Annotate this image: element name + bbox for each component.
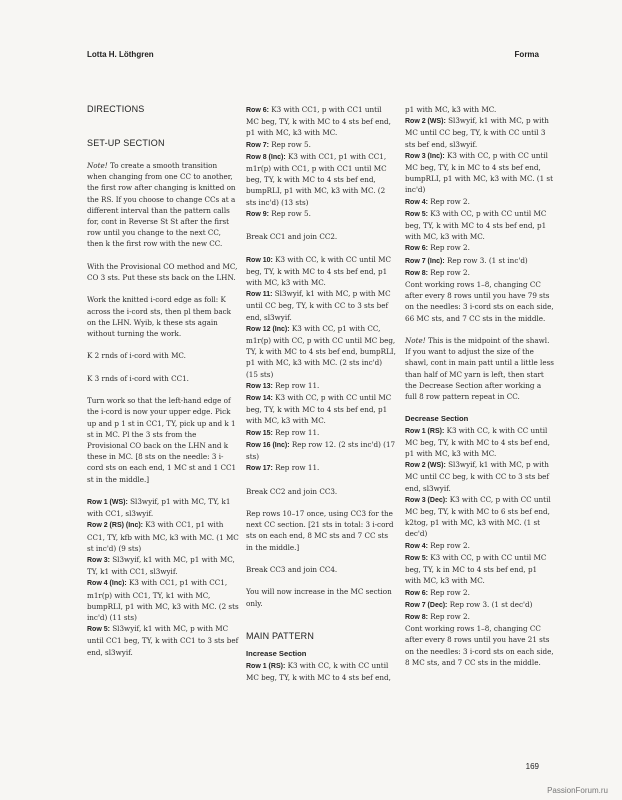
note-body: To create a smooth transition when changing from one CC to another, the first row after changing is knitted on the RS. If you choose to change CCs at a different interval than the pattern calls for, cont in Reverse St St after the first row until you change to the next CC, then k the first row with the new CC. <box>87 160 236 249</box>
paragraph: Cont working rows 1–8, changing CC after every 8 rows until you have 79 sts on the needles: 3 i-cord sts on each side, 66 MC sts, and 7 CC sts in the middle. <box>405 280 554 323</box>
row-label: Row 14: <box>246 395 273 403</box>
paragraph: You will now increase in the MC section only. <box>246 587 392 608</box>
author-name: Lotta H. Löthgren <box>87 50 154 59</box>
row-text: K3 with CC1, p1 with CC1, m1r(p) with CC1, p with CC1 until MC beg, TY, k with MC to 4 sts bef end, bumpRLI, p1 with MC, k3 with MC. (2 sts inc'd) (13 sts) <box>246 151 387 207</box>
row-label: Row 3 (Dec): <box>405 496 448 504</box>
row-label: Row 7 (Inc): <box>405 257 445 265</box>
row-label: Row 10: <box>246 256 273 264</box>
row-instruction <box>405 208 555 243</box>
row-instruction <box>87 577 239 623</box>
row-label: Row 17: <box>246 465 273 473</box>
setup-note <box>87 160 239 250</box>
paragraph: With the Provisional CO method and MC, CO 3 sts. Put these sts back on the LHN. <box>87 261 238 282</box>
row-label: Row 2 (WS): <box>405 118 446 126</box>
row-instruction <box>246 208 396 220</box>
row-label: Row 5: <box>405 210 428 218</box>
row-instruction <box>246 288 396 323</box>
row-label: Row 13: <box>246 382 273 390</box>
row-instruction <box>405 267 555 279</box>
row-label: Row 1 (RS): <box>405 427 445 435</box>
row-text: Rep row 3. (1 st inc'd) <box>446 255 528 265</box>
row-label: Row 9: <box>246 210 269 218</box>
note-label: Note! <box>405 336 426 346</box>
row-text: Rep row 12. (2 sts inc'd) (17 sts) <box>246 439 396 462</box>
row-label: Row 8 (Inc): <box>246 153 286 161</box>
increase-section-heading: Increase Section <box>246 649 307 659</box>
row-instruction <box>405 196 555 208</box>
column-3 <box>405 104 555 668</box>
column-1 <box>87 104 239 658</box>
row-continuation: p1 with MC, k3 with MC. <box>405 105 497 114</box>
row-label: Row 4 (Inc): <box>87 580 127 588</box>
row-label: Row 1 (WS): <box>87 498 128 506</box>
row-instruction <box>87 496 239 519</box>
row-label: Row 4: <box>405 198 428 206</box>
break-yarn-instruction: Break CC3 and join CC4. <box>246 565 338 575</box>
row-text: Sl3wyif, k1 with MC, p with MC until CC beg, k with CC to 3 sts bef end, sl3wyif. <box>405 460 550 493</box>
row-text: Rep row 5. <box>271 208 311 218</box>
row-text: K3 with CC, p with CC until MC beg, TY, k with MC to 4 sts bef end, p1 with MC, k3 with MC. <box>246 393 392 426</box>
row-label: Row 7 (Dec): <box>405 601 448 609</box>
paragraph: Cont working rows 1–8, changing CC after every 8 rows until you have 21 sts on the needles: 3 i-cord sts on each side, 8 MC sts, and 7 CC sts in the middle. <box>405 624 554 667</box>
page-number: 169 <box>525 762 539 771</box>
row-instruction <box>405 587 555 599</box>
book-title: Forma <box>514 50 539 59</box>
row-text: Sl3wyif, k1 with MC, p with MC until CC1 beg, TY, k with CC1 to 3 sts bef end, sl3wyif. <box>87 624 239 657</box>
note-label: Note! <box>87 160 108 170</box>
row-instruction <box>246 104 396 139</box>
row-label: Row 6: <box>405 589 428 597</box>
row-instruction <box>405 242 555 254</box>
row-instruction <box>405 611 555 623</box>
row-instruction <box>246 439 396 462</box>
row-text: Sl3wyif, k1 with MC, p with MC until CC beg, TY, k with CC to 3 sts bef end, sl3wyif. <box>246 289 391 322</box>
row-instruction <box>246 660 396 683</box>
directions-heading: DIRECTIONS <box>87 104 145 114</box>
row-text: K3 with CC1, p1 with CC1, TY, kfb with MC, k3 with MC. (1 MC st inc'd) (9 sts) <box>87 520 239 553</box>
row-instruction <box>405 115 555 150</box>
row-label: Row 16 (Inc): <box>246 441 290 449</box>
row-text: Sl3wyif, k1 with MC, p with MC until CC beg, TY, k with CC until 3 sts bef end, sl3wyif. <box>405 116 549 149</box>
setup-heading: SET-UP SECTION <box>87 137 165 148</box>
row-label: Row 5: <box>405 554 428 562</box>
row-text: K3 with CC, p with CC until MC beg, TY, k in MC to 4 sts bef end, p1 with MC, k3 with MC. <box>405 552 547 586</box>
row-text: Sl3wyif, p1 with MC, TY, k1 with CC1, sl3wyif. <box>87 496 231 519</box>
row-text: Rep row 2. <box>430 540 470 550</box>
row-instruction <box>246 392 396 427</box>
paragraph: Work the knitted i-cord edge as foll: K across the i-cord sts, then pl them back on the LHN. Wyib, k these sts again without turning the work. <box>87 295 232 338</box>
row-instruction <box>87 554 239 577</box>
row-instruction <box>405 425 555 460</box>
row-instruction <box>405 494 555 540</box>
row-text: Rep row 2. <box>430 587 470 597</box>
row-instruction <box>405 255 555 267</box>
row-label: Row 4: <box>405 542 428 550</box>
row-text: Sl3wyif, k1 with MC, p1 with MC, TY, k1 with CC1, sl3wyif. <box>87 554 235 577</box>
row-instruction <box>246 139 396 151</box>
row-text: K3 with CC1, p1 with CC1, m1r(p) with CC1, TY, k1 with MC, bumpRLI, p1 with MC, k3 with MC. (2 sts inc'd) (11 sts) <box>87 578 239 622</box>
row-label: Row 6: <box>246 107 269 114</box>
decrease-section-heading: Decrease Section <box>405 414 469 424</box>
row-instruction <box>405 540 555 552</box>
main-pattern-heading: MAIN PATTERN <box>246 631 315 642</box>
note-body: This is the midpoint of the shawl. If you want to adjust the size of the shawl, cont in main patt until a little less than half of MC yarn is left, then start the Decrease Section after working a full 8 row pattern repeat in CC. <box>405 336 554 402</box>
row-text: Rep row 11. <box>275 380 320 390</box>
row-instruction <box>246 254 396 289</box>
row-label: Row 2 (RS) (Inc): <box>87 522 143 530</box>
row-instruction <box>246 427 396 439</box>
row-label: Row 8: <box>405 613 428 621</box>
row-instruction <box>87 519 239 554</box>
row-instruction <box>87 623 239 658</box>
row-instruction <box>405 552 555 587</box>
paragraph: Rep rows 10–17 once, using CC3 for the next CC section. [21 sts in total: 3 i-cord sts on each end, 8 MC sts and 7 CC sts in the middle.] <box>246 509 394 552</box>
row-label: Row 1 (RS): <box>246 662 286 670</box>
row-text: Rep row 2. <box>430 611 470 621</box>
row-text: K3 with CC, p with CC until MC beg, TY, k with MC to 4 sts bef end, p1 with MC, k3 with MC. <box>405 208 547 242</box>
break-yarn-instruction: Break CC2 and join CC3. <box>246 486 338 496</box>
row-instruction <box>246 380 396 392</box>
midpoint-note <box>405 335 555 402</box>
watermark: PassionForum.ru <box>547 786 608 795</box>
row-text: Rep row 11. <box>275 427 320 437</box>
row-text: K3 with CC, k with CC until MC beg, TY, k with MC to 4 sts bef end, p1 with MC, k3 with MC. <box>246 254 391 288</box>
row-text: Rep row 2. <box>430 243 470 253</box>
row-label: Row 15: <box>246 429 273 437</box>
row-instruction <box>246 462 396 474</box>
row-label: Row 12 (Inc): <box>246 325 290 333</box>
row-text: K3 with CC, p with CC until MC beg, TY, k in MC to 4 sts bef end, bumpRLI, p1 with MC, k3 with MC. (1 st inc'd) <box>405 150 553 195</box>
paragraph: K 2 rnds of i-cord with MC. <box>87 351 186 361</box>
row-label: Row 2 (WS): <box>405 462 446 470</box>
row-label: Row 8: <box>405 269 428 277</box>
row-label: Row 6: <box>405 245 428 253</box>
row-text: Rep row 3. (1 st dec'd) <box>449 599 533 609</box>
row-text: Rep row 11. <box>275 463 320 473</box>
paragraph: K 3 rnds of i-cord with CC1. <box>87 373 189 383</box>
row-text: K3 with CC, p1 with CC, m1r(p) with CC, p with CC until MC beg, TY, k with MC to 4 sts bef end, bumpRLI, p1 with MC, k3 with MC. (2 sts inc'd) (15 sts) <box>246 323 396 379</box>
row-text: K3 with CC, k with CC until MC beg, TY, k with MC to 4 sts bef end, <box>246 660 391 682</box>
row-text: Rep row 5. <box>271 139 311 149</box>
row-text: K3 with CC, p with CC until MC beg, TY, k with MC to 6 sts bef end, k2tog, p1 with MC, k3 with MC. (1 st dec'd) <box>405 494 551 539</box>
row-text: K3 with CC, k with CC until MC beg, TY, k with MC to 4 sts bef end, p1 with MC, k3 with MC. <box>405 425 550 459</box>
paragraph: Turn work so that the left-hand edge of the i-cord is now your upper edge. Pick up and p 1 st in CC1, TY, pick up and k 1 st in MC. Pl the 3 sts from the Provisional CO back on the LHN and k these in MC. [8 sts on the needle: 3 i-cord sts on each end, 1 MC st and 1 CC1 st in the middle.] <box>87 396 237 484</box>
row-label: Row 11: <box>246 291 273 299</box>
row-label: Row 3: <box>87 556 110 564</box>
row-instruction <box>405 459 555 494</box>
row-label: Row 5: <box>87 626 110 634</box>
row-instruction <box>405 599 555 611</box>
row-text: Rep row 2. <box>430 267 470 277</box>
row-instruction <box>246 323 396 380</box>
row-instruction <box>405 150 555 196</box>
row-text: Rep row 2. <box>430 196 470 206</box>
row-text: K3 with CC1, p with CC1 until MC beg, TY, k with MC to 4 sts bef end, p1 with MC, k3 with MC. <box>246 105 391 138</box>
column-2 <box>246 104 396 683</box>
row-label: Row 7: <box>246 141 269 149</box>
row-label: Row 3 (Inc): <box>405 152 445 160</box>
break-yarn-instruction: Break CC1 and join CC2. <box>246 232 338 242</box>
row-instruction <box>246 151 396 208</box>
